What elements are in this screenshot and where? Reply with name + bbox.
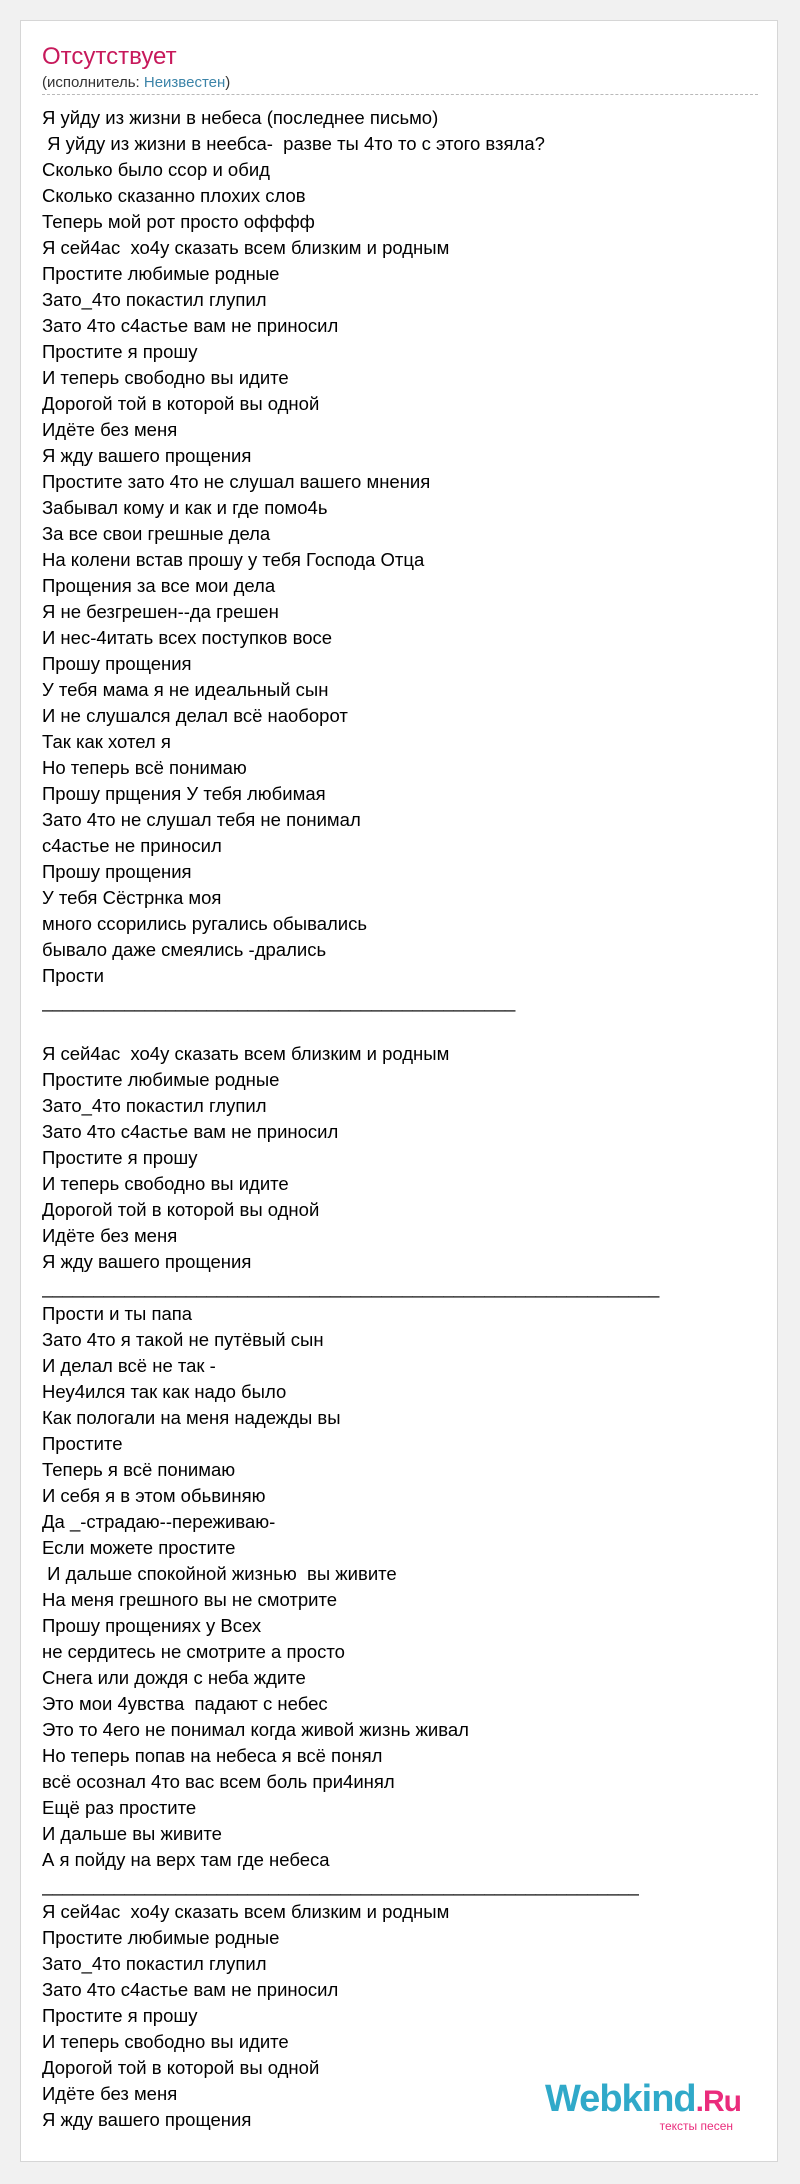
lyric-line: __________________________________________________________ xyxy=(42,1875,639,1896)
lyric-line: За все свои грешные дела xyxy=(42,523,271,544)
lyric-line: Я жду вашего прощения xyxy=(42,1251,252,1272)
lyric-line: Простите я прошу xyxy=(42,1147,198,1168)
lyric-line: И себя я в этом обьвиняю xyxy=(42,1485,266,1506)
logo-name: Webkind xyxy=(545,2078,696,2120)
lyric-line: Зато_4то покастил глупил xyxy=(42,1953,267,1974)
lyric-line: Простите любимые родные xyxy=(42,263,280,284)
lyric-line: Прошу прощения xyxy=(42,653,192,674)
lyric-line: Простите xyxy=(42,1433,123,1454)
lyric-line: Зато 4то с4астье вам не приносил xyxy=(42,1121,339,1142)
lyric-line: Зато 4то не слушал тебя не понимал xyxy=(42,809,361,830)
lyric-line: Так как хотел я xyxy=(42,731,171,752)
lyric-line: ____________________________________________________________ xyxy=(42,1277,660,1298)
lyric-line: Зато_4то покастил глупил xyxy=(42,289,267,310)
lyric-line: Идёте без меня xyxy=(42,1225,178,1246)
lyric-line: Дорогой той в которой вы одной xyxy=(42,1199,320,1220)
lyric-line: Я сей4ас хо4у сказать всем близким и родным xyxy=(42,1901,450,1922)
lyric-line: Простите зато 4то не слушал вашего мнения xyxy=(42,471,431,492)
lyric-line: много ссорились ругались обывались xyxy=(42,913,367,934)
logo-tagline: тексты песен xyxy=(659,2119,733,2133)
lyric-line: Я уйду из жизни в небеса (последнее письмо) xyxy=(42,107,439,128)
lyrics-text xyxy=(42,105,758,2133)
lyric-line xyxy=(42,1015,758,1041)
lyric-line: Прощения за все мои дела xyxy=(42,575,276,596)
lyric-line: На колени встав прошу у тебя Господа Отца xyxy=(42,549,425,570)
lyric-line: не сердитесь не смотрите а просто xyxy=(42,1641,345,1662)
lyric-line: И нес-4итать всех поступков восе xyxy=(42,627,333,648)
lyric-line: Но теперь попав на небеса я всё понял xyxy=(42,1745,383,1766)
lyric-line: А я пойду на верх там где небеса xyxy=(42,1849,330,1870)
lyric-line: всё осознал 4то вас всем боль при4инял xyxy=(42,1771,395,1792)
lyric-line: Я жду вашего прощения xyxy=(42,2109,252,2130)
lyric-line: У тебя мама я не идеальный сын xyxy=(42,679,329,700)
lyric-line: И теперь свободно вы идите xyxy=(42,367,289,388)
lyric-line: ______________________________________________ xyxy=(42,991,516,1012)
logo-tld: .Ru xyxy=(695,2085,741,2118)
lyric-line: Зато_4то покастил глупил xyxy=(42,1095,267,1116)
lyric-line: Простите любимые родные xyxy=(42,1927,280,1948)
lyric-line: И дальше вы живите xyxy=(42,1823,222,1844)
artist-suffix: ) xyxy=(225,74,231,91)
lyric-line: Простите я прошу xyxy=(42,2005,198,2026)
lyric-line: Неу4ился так как надо было xyxy=(42,1381,287,1402)
lyric-line: Снега или дождя с неба ждите xyxy=(42,1667,306,1688)
lyric-line: с4астье не приносил xyxy=(42,835,222,856)
lyric-line: Прошу прщения У тебя любимая xyxy=(42,783,326,804)
lyric-line: И дальше спокойной жизнью вы живите xyxy=(42,1563,397,1584)
lyric-line: Простите я прошу xyxy=(42,341,198,362)
lyric-line: Идёте без меня xyxy=(42,2083,178,2104)
lyric-line: И не слушался делал всё наоборот xyxy=(42,705,348,726)
lyric-line: Забывал кому и как и где помо4ь xyxy=(42,497,328,518)
lyric-line: Но теперь всё понимаю xyxy=(42,757,247,778)
lyric-line: Зато 4то с4астье вам не приносил xyxy=(42,315,339,336)
lyric-line: Зато 4то с4астье вам не приносил xyxy=(42,1979,339,2000)
lyric-line: И теперь свободно вы идите xyxy=(42,2031,289,2052)
lyric-line: Я не безгрешен--да грешен xyxy=(42,601,279,622)
lyric-line: Прости и ты папа xyxy=(42,1303,193,1324)
lyric-line: И делал всё не так - xyxy=(42,1355,216,1376)
lyric-line: Прошу прощения xyxy=(42,861,192,882)
lyric-line: Теперь мой рот просто офффф xyxy=(42,211,315,232)
lyric-line: Сколько было ссор и обид xyxy=(42,159,270,180)
lyric-line: Прошу прощениях у Всех xyxy=(42,1615,262,1636)
lyric-line: Теперь я всё понимаю xyxy=(42,1459,236,1480)
lyric-line: Я уйду из жизни в неебса- разве ты 4то то с этого взяла? xyxy=(42,133,545,154)
lyric-line: Прости xyxy=(42,965,104,986)
lyric-line: У тебя Сёстрнка моя xyxy=(42,887,222,908)
lyric-line: Простите любимые родные xyxy=(42,1069,280,1090)
lyric-line: Дорогой той в которой вы одной xyxy=(42,2057,320,2078)
lyric-line: Я жду вашего прощения xyxy=(42,445,252,466)
lyric-line: На меня грешного вы не смотрите xyxy=(42,1589,338,1610)
lyric-line: Как пологали на меня надежды вы xyxy=(42,1407,341,1428)
lyric-line: Если можете простите xyxy=(42,1537,236,1558)
header-divider xyxy=(42,94,758,95)
song-title: Отсутствует xyxy=(42,43,177,70)
lyric-line: Дорогой той в которой вы одной xyxy=(42,393,320,414)
lyric-line: Это то 4его не понимал когда живой жизнь живал xyxy=(42,1719,469,1740)
lyric-line: бывало даже смеялись -дрались xyxy=(42,939,327,960)
lyric-line: И теперь свободно вы идите xyxy=(42,1173,289,1194)
artist-line xyxy=(42,73,230,93)
lyric-line: Да _-страдаю--переживаю- xyxy=(42,1511,276,1532)
logo-wordmark xyxy=(545,2078,741,2122)
lyric-line: Я сей4ас хо4у сказать всем близким и родным xyxy=(42,237,450,258)
lyric-line: Я сей4ас хо4у сказать всем близким и родным xyxy=(42,1043,450,1064)
artist-link[interactable]: Неизвестен xyxy=(143,74,226,91)
site-logo[interactable] xyxy=(545,2078,741,2133)
artist-prefix: (исполнитель: xyxy=(42,74,144,91)
lyric-line: Зато 4то я такой не путёвый сын xyxy=(42,1329,324,1350)
lyric-line: Это мои 4увства падают с небес xyxy=(42,1693,328,1714)
lyric-line: Сколько сказанно плохих слов xyxy=(42,185,306,206)
lyric-line: Идёте без меня xyxy=(42,419,178,440)
lyric-line: Ещё раз простите xyxy=(42,1797,197,1818)
lyrics-card xyxy=(20,20,778,2162)
